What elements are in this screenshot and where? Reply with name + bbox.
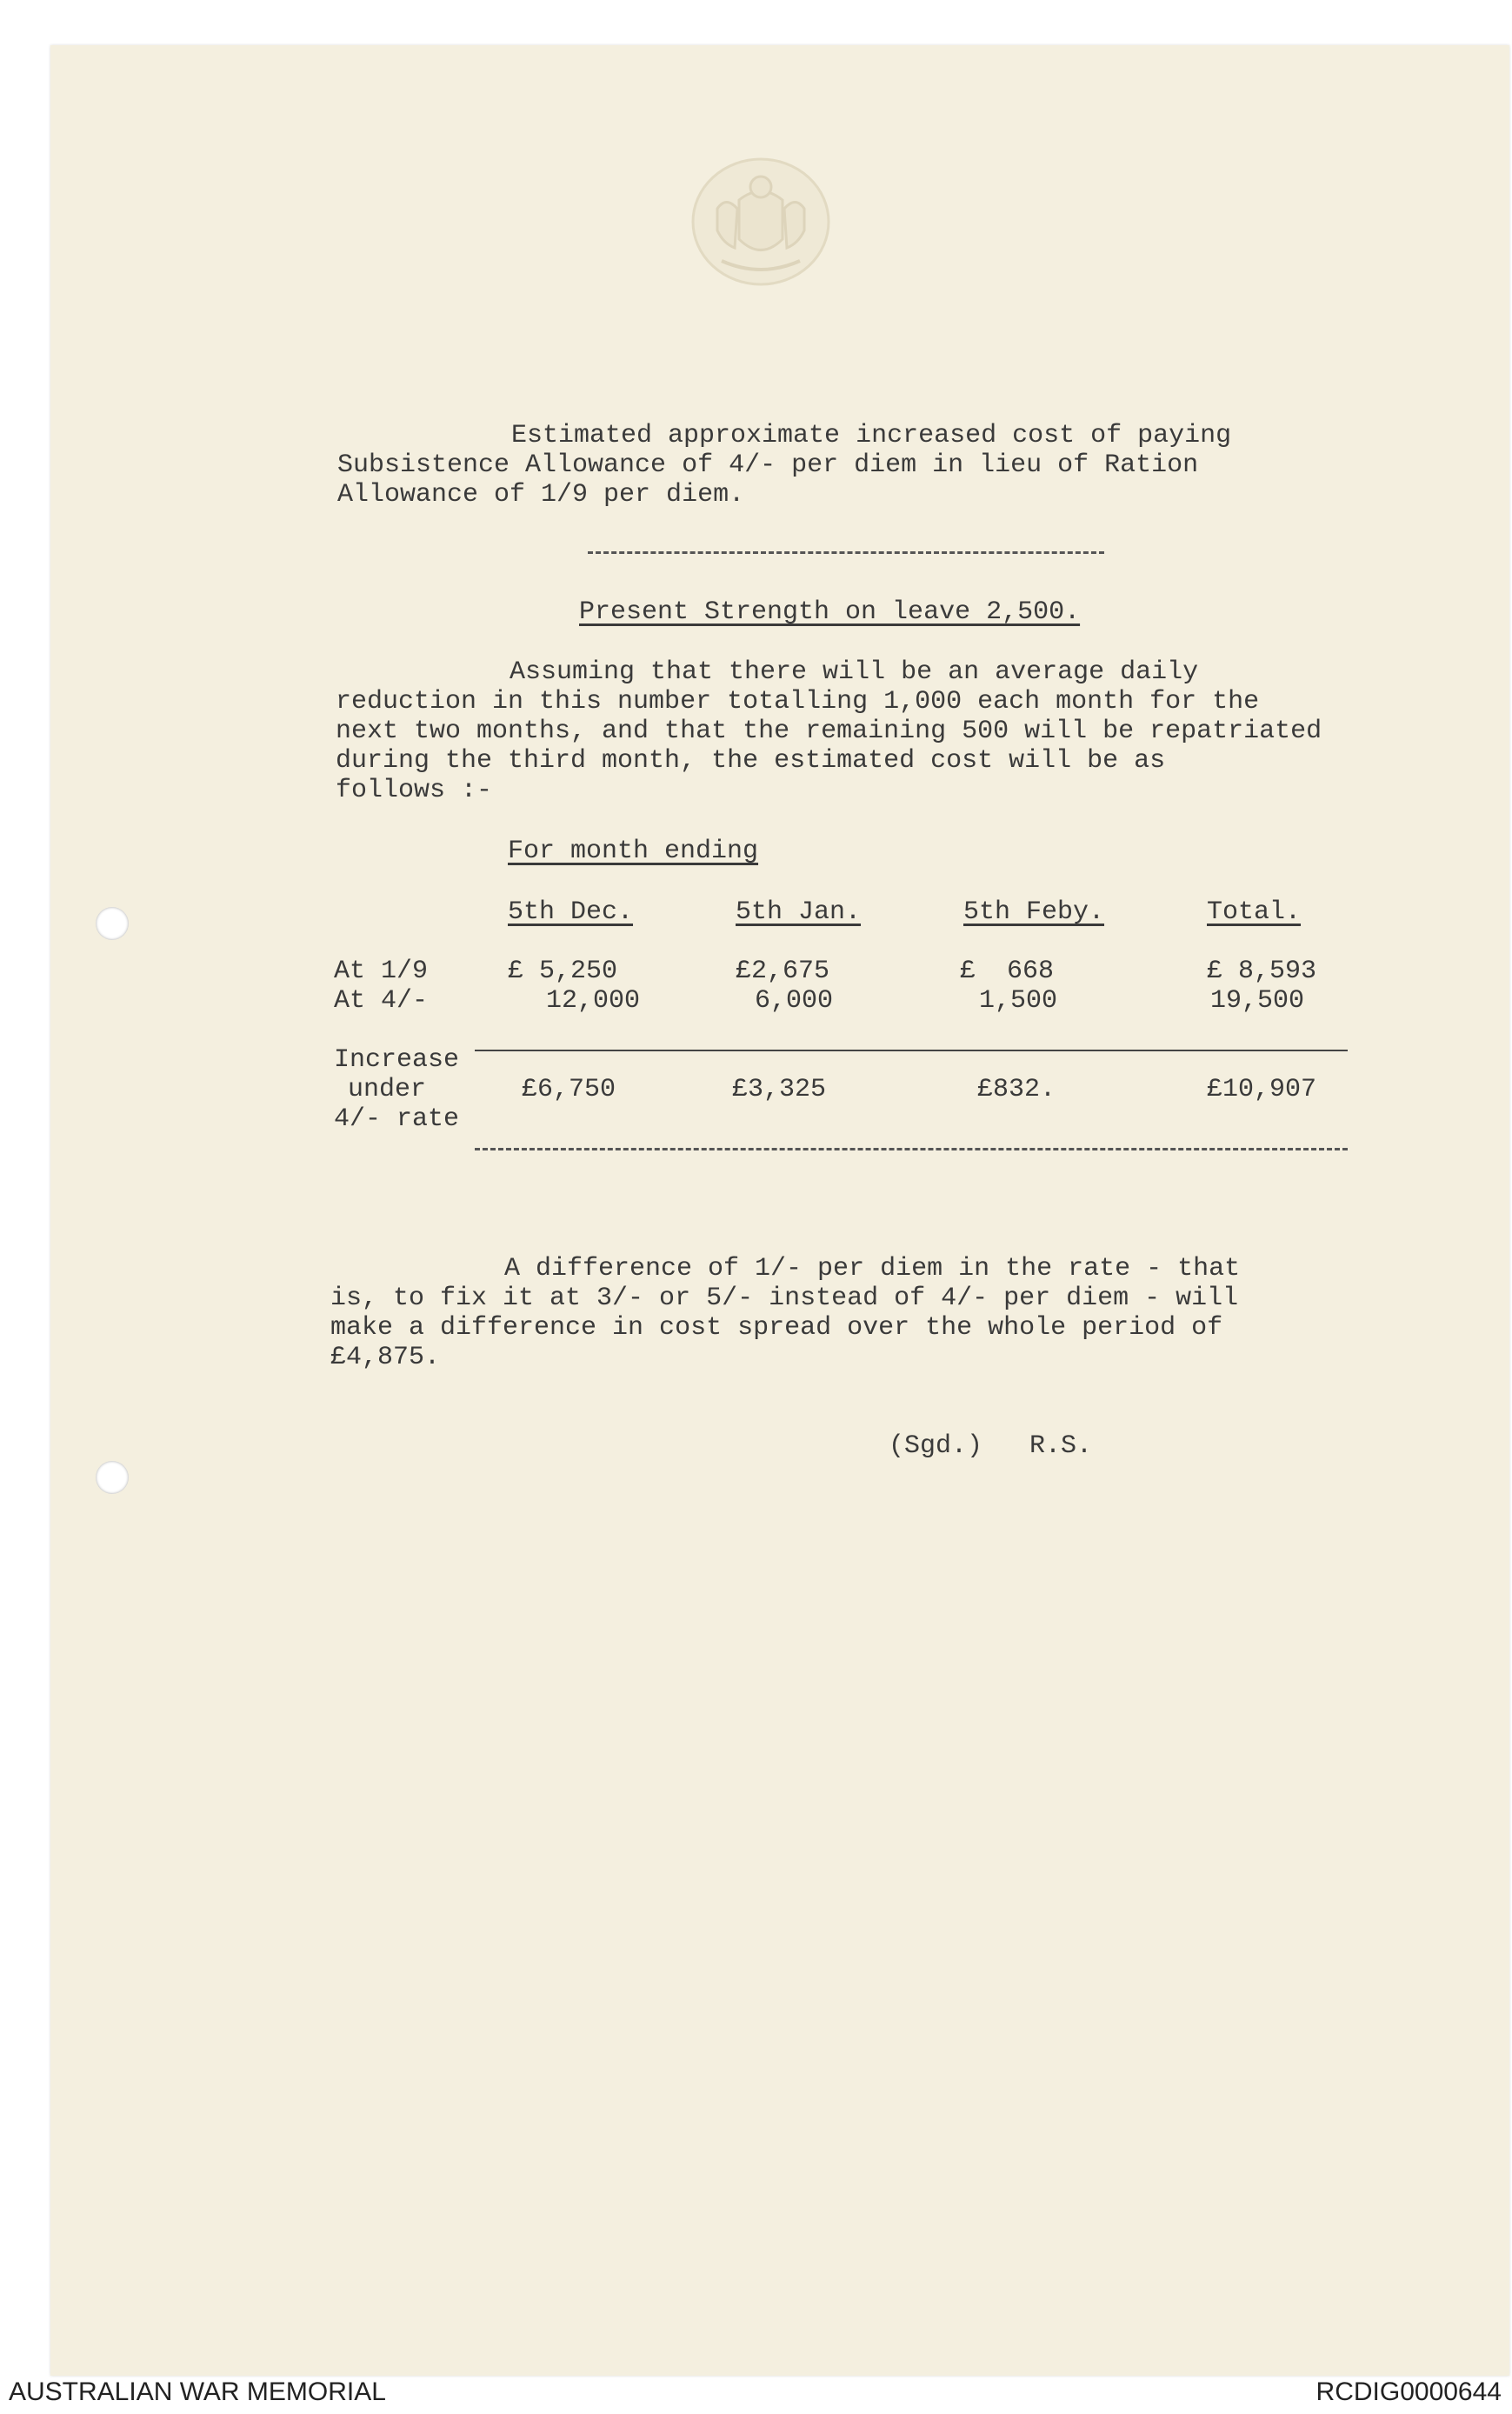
paragraph1-line-2: reduction in this number totalling 1,000 each month for the [336, 687, 1260, 717]
row-label-at-4: At 4/- [334, 986, 429, 1016]
col-header-dec: 5th Dec. [508, 897, 634, 927]
cell-1-9-feb: £ 668 [960, 957, 1055, 986]
increase-label-line-1: Increase [334, 1045, 460, 1075]
subheading: Present Strength on leave 2,500. [579, 597, 1081, 627]
heading-line-1: Estimated approximate increased cost of paying [511, 421, 1232, 450]
paragraph1-line-4: during the third month, the estimated cost will be as [336, 746, 1166, 776]
increase-label-line-2: under [348, 1075, 427, 1104]
document-page [50, 45, 1509, 2376]
punch-hole-top [96, 907, 129, 940]
increase-dec: £6,750 [522, 1075, 616, 1104]
row-label-at-1-9: At 1/9 [334, 957, 429, 986]
paragraph1-line-3: next two months, and that the remaining 500 will be repatriated [336, 717, 1322, 746]
paragraph2-line-2: is, to fix it at 3/- or 5/- instead of 4/- per diem - will [330, 1284, 1239, 1313]
heading-line-3: Allowance of 1/9 per diem. [337, 480, 745, 510]
footer-institution: AUSTRALIAN WAR MEMORIAL [9, 2377, 386, 2406]
punch-hole-bottom [96, 1461, 129, 1494]
heading-separator [588, 551, 1104, 554]
cell-4-jan: 6,000 [755, 986, 834, 1016]
increase-feb: £832. [977, 1075, 1056, 1104]
paragraph2-line-3: make a difference in cost spread over the whole period of [330, 1313, 1223, 1343]
col-header-feb: 5th Feby. [963, 897, 1105, 927]
increase-jan: £3,325 [732, 1075, 827, 1104]
table-sum-rule [475, 1050, 1348, 1051]
col-header-jan: 5th Jan. [736, 897, 862, 927]
table-bottom-separator [475, 1148, 1348, 1150]
cell-1-9-total: £ 8,593 [1207, 957, 1317, 986]
increase-label-line-3: 4/- rate [334, 1104, 460, 1134]
increase-total: £10,907 [1207, 1075, 1317, 1104]
col-header-total: Total. [1207, 897, 1302, 927]
cell-1-9-dec: £ 5,250 [508, 957, 618, 986]
royal-coat-of-arms-seal-icon [687, 148, 835, 296]
cell-4-feb: 1,500 [979, 986, 1058, 1016]
cell-4-dec: 12,000 [546, 986, 641, 1016]
paragraph2-line-4: £4,875. [330, 1343, 441, 1372]
paragraph2-line-1: A difference of 1/- per diem in the rate - that [504, 1254, 1241, 1284]
footer-reference-id: RCDIG0000644 [1316, 2377, 1502, 2406]
cell-4-total: 19,500 [1210, 986, 1305, 1016]
cell-1-9-jan: £2,675 [736, 957, 830, 986]
heading-line-2: Subsistence Allowance of 4/- per diem in lieu of Ration [337, 450, 1199, 480]
table-caption: For month ending [508, 837, 759, 866]
paragraph1-line-5: follows :- [336, 776, 493, 805]
signature: (Sgd.) R.S. [889, 1431, 1093, 1461]
paragraph1-line-1: Assuming that there will be an average daily [510, 657, 1199, 687]
